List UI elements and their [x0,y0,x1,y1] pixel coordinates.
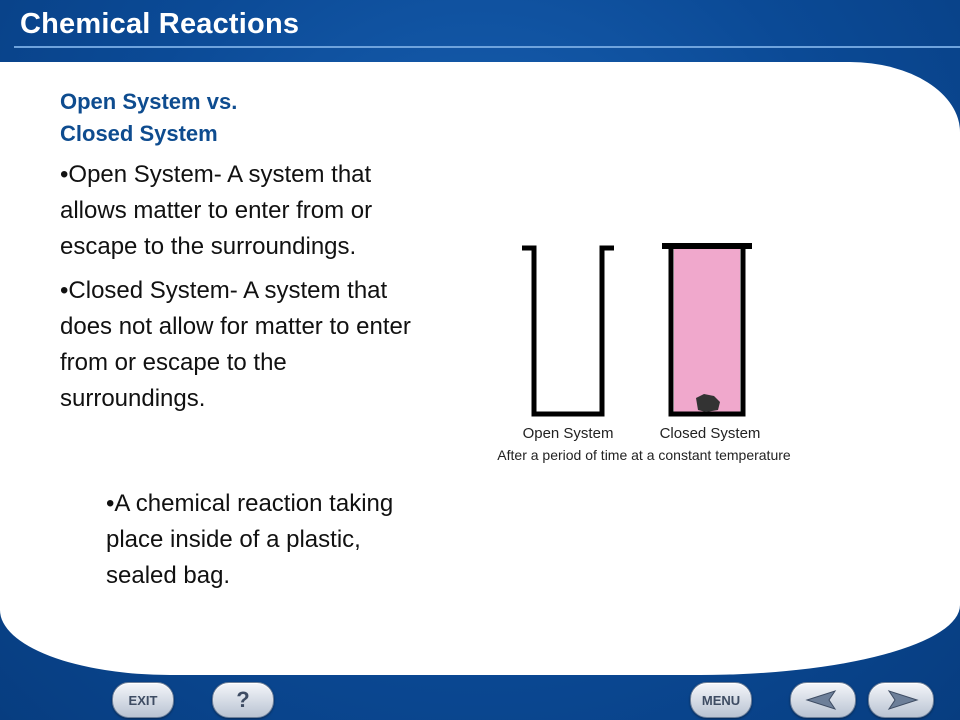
bullet-list [60,157,420,425]
page-title: Chemical Reactions [20,8,300,40]
diagram-caption: After a period of time at a constant temperature [497,447,791,463]
header-divider [14,46,960,48]
sub-bullet-example: •A chemical reaction taking place inside of a plastic, sealed bag. [106,490,394,589]
arrow-left-icon [803,689,843,711]
arrow-right-icon [881,689,921,711]
heading-line-2: Closed System [60,121,218,146]
open-system-label: Open System [522,425,614,442]
open-container [522,248,614,414]
bullet-open-system: •Open System- A system that allows matter to enter from or escape to the surroundings. [60,161,373,260]
next-button[interactable] [868,682,934,718]
help-button[interactable]: ? [212,682,274,718]
bullet-closed-system: •Closed System- A system that does not allow for matter to enter from or escape to the surroundings. [60,277,411,412]
section-heading [60,86,237,150]
closed-container-liquid [674,248,740,414]
previous-button[interactable] [790,682,856,718]
closed-container-lid [662,243,752,249]
menu-button[interactable]: MENU [690,682,752,718]
heading-line-1: Open System vs. [60,89,238,114]
exit-button[interactable]: EXIT [112,682,174,718]
systems-diagram [480,232,810,472]
closed-system-label: Closed System [659,425,761,442]
